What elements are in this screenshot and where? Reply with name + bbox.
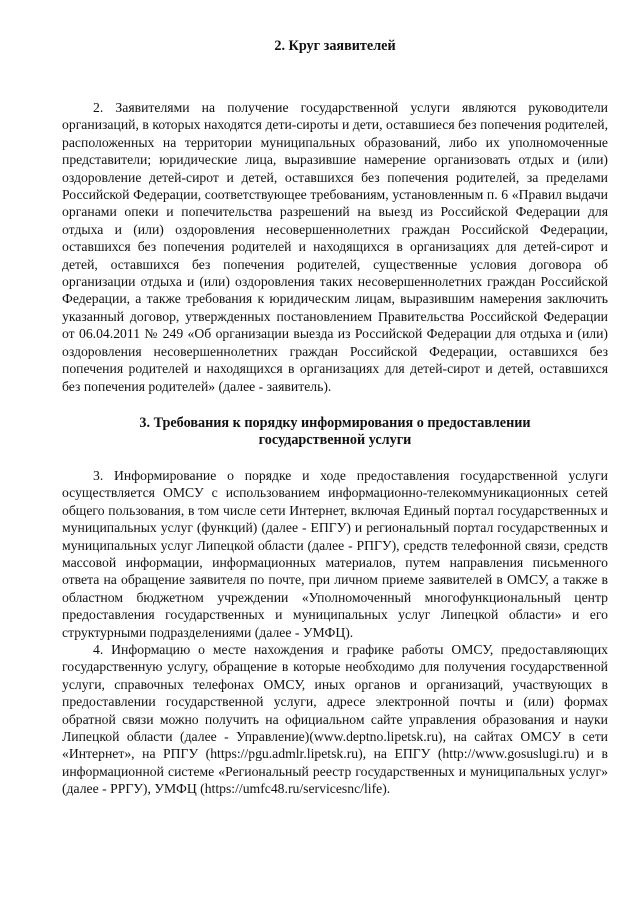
section-2-title: 2. Круг заявителей bbox=[274, 38, 396, 54]
section-3-title bbox=[62, 415, 608, 449]
section-3-title-line-2: государственной услуги bbox=[258, 431, 412, 448]
document-page bbox=[62, 38, 608, 798]
paragraph-2: 2. Заявителями на получение государственной услуги являются руководители организаций, в которых находятся дети-сироты и дети, оставшиеся без попечения родителей, расположенных на территории муниципальных образований, либо их уполномоченные представители; юридические лица, выразившие намерение организовать отдых и (или) оздоровление детей-сирот и детей, оставшихся без попечения родителей, за пределами Российской Федерации, соответствующее требованиям, установленным п. 6 «Правил выдачи органами опеки и попечительства разрешений на выезд из Российской Федерации для отдыха и (или) оздоровления несовершеннолетних граждан Российской Федерации, оставшихся без попечения родителей и находящихся в организациях для детей-сирот и детей, оставшихся без попечения родителей, существенные условия договора об организации отдыха и (или) оздоровления таких несовершеннолетних граждан Российской Федерации, а также требования к юридическим лицам, выразившим намерения заключить указанный договор, утвержденных постановлением Правительства Российской Федерации от 06.04.2011 № 249 «Об организации выезда из Российской Федерации для отдыха и (или) оздоровления несовершеннолетних граждан Российской Федерации, оставшихся без попечения родителей и находящихся в организациях для детей-сирот и детей, оставшихся без попечения родителей» (далее - заявитель). bbox=[62, 100, 608, 394]
section-3-title-line-1: 3. Требования к порядку информирования о предоставлении bbox=[139, 414, 531, 431]
paragraph-4: 4. Информацию о месте нахождения и графике работы ОМСУ, предоставляющих государственную услугу, обращение в которые необходимо для получения государственной услуги, справочных телефонах ОМСУ, иных органов и организаций, участвующих в предоставлении государственной услуги, адресе электронной почты и (или) формах обратной связи можно получить на официальном сайте управления образования и науки Липецкой области (далее - Управление)(www.deptno.lipetsk.ru), на сайтах ОМСУ в сети «Интернет», на РПГУ (https://pgu.admlr.lipetsk.ru), на ЕПГУ (http://www.gosuslugi.ru) и в информационной системе «Региональный реестр государственных и муниципальных услуг» (далее - РРГУ), УМФЦ (https://umfc48.ru/servicesnc/life). bbox=[62, 641, 608, 797]
paragraph-3: 3. Информирование о порядке и ходе предоставления государственной услуги осуществляется ОМСУ с использованием информационно-телекоммуникационных сетей общего пользования, в том числе сети Интернет, включая Единый портал государственных и муниципальных услуг (функций) (далее - ЕПГУ) и региональный портал государственных и муниципальных услуг Липецкой области (далее - РПГУ), средств телефонной связи, средств массовой информации, информационных материалов, путем направления письменного ответа на обращение заявителя по почте, при личном приеме заявителей в ОМСУ, а также в областном бюджетном учреждении «Уполномоченный многофункциональный центр предоставления государственных и муниципальных услуг Липецкой области» и его структурными подразделениями (далее - УМФЦ). bbox=[62, 467, 608, 640]
